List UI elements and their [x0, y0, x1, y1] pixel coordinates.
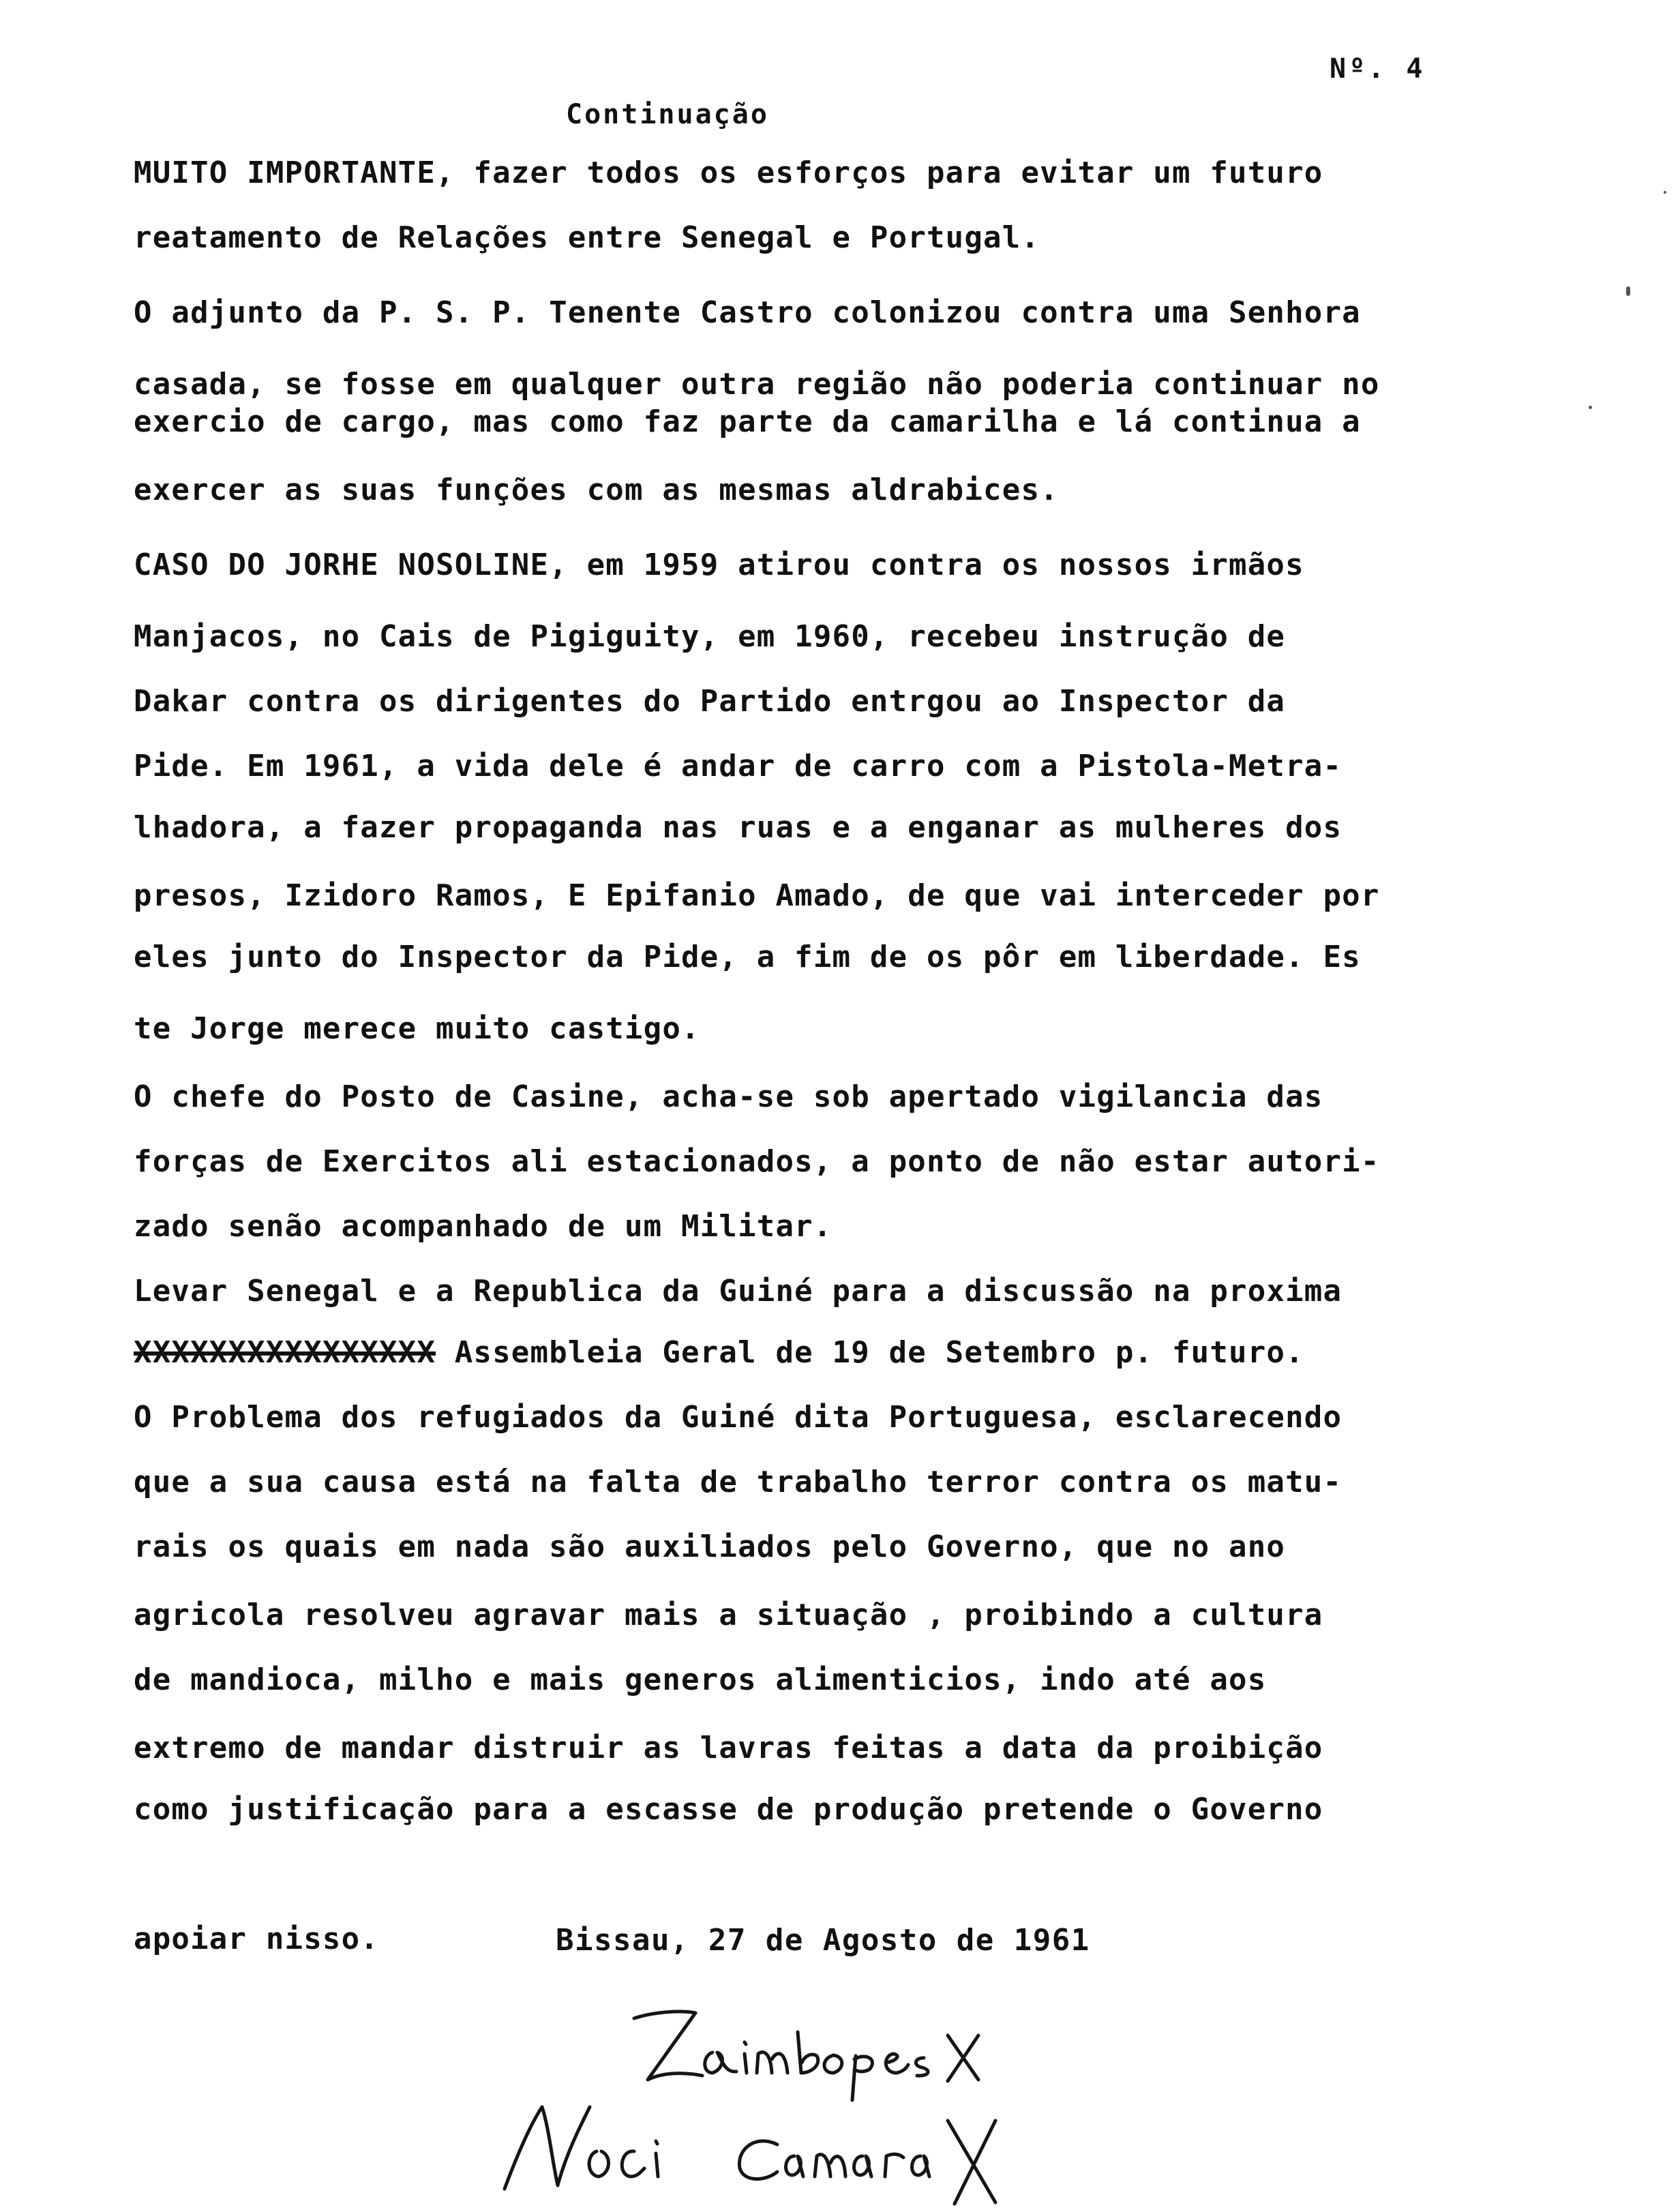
text-line: agricola resolveu agravar mais a situação , proibindo a cultura [134, 1598, 1323, 1632]
text-line: Pide. Em 1961, a vida dele é andar de carro com a Pistola-Metra- [134, 749, 1342, 783]
text-line: te Jorge merece muito castigo. [134, 1011, 700, 1046]
text-line: que a sua causa está na falta de trabalho terror contra os matu- [134, 1465, 1342, 1499]
text-line: reatamento de Relações entre Senegal e Portugal. [134, 220, 1040, 255]
paper-speck [1664, 191, 1666, 194]
text-line: Dakar contra os dirigentes do Partido entrgou ao Inspector da [134, 684, 1286, 719]
text-line: Manjacos, no Cais de Pigiguity, em 1960, recebeu instrução de [134, 619, 1286, 654]
page-number: Nº. 4 [1330, 53, 1426, 85]
paper-speck [1589, 406, 1592, 409]
struck-text: XXXXXXXXXXXXXXXX [134, 1335, 436, 1370]
signature-2-stroke [505, 2107, 995, 2204]
text-line: como justificação para a escasse de produção pretende o Governo [134, 1792, 1323, 1827]
handwritten-signatures [477, 2005, 1295, 2209]
text-line: lhadora, a fazer propaganda nas ruas e a enganar as mulheres dos [134, 810, 1342, 845]
place-date: Bissau, 27 de Agosto de 1961 [556, 1923, 1090, 1958]
text-line: eles junto do Inspector da Pide, a fim de os pôr em liberdade. Es [134, 940, 1361, 974]
text-line: de mandioca, milho e mais generos alimenticios, indo até aos [134, 1662, 1267, 1697]
text-line: zado senão acompanhado de um Militar. [134, 1209, 832, 1244]
text-line: casada, se fosse em qualquer outra região não poderia continuar no [134, 367, 1380, 402]
text-line [134, 1335, 1304, 1371]
text-fragment: Assembleia Geral de 19 de Setembro p. futuro. [436, 1335, 1304, 1370]
text-line: apoiar nisso. [134, 1922, 379, 1956]
text-line: O Problema dos refugiados da Guiné dita Portuguesa, esclarecendo [134, 1400, 1342, 1435]
signatures [477, 2005, 1295, 2209]
text-line: exercio de cargo, mas como faz parte da camarilha e lá continua a [134, 404, 1361, 439]
page-title: Continuação [566, 99, 769, 130]
signature-1-stroke [634, 2012, 978, 2100]
text-line: exercer as suas funções com as mesmas aldrabices. [134, 473, 1059, 507]
text-line: CASO DO JORHE NOSOLINE, em 1959 atirou contra os nossos irmãos [134, 548, 1304, 582]
text-line: O chefe do Posto de Casine, acha-se sob apertado vigilancia das [134, 1079, 1323, 1114]
paper-speck [1626, 286, 1630, 296]
text-line: forças de Exercitos ali estacionados, a ponto de não estar autori- [134, 1144, 1380, 1179]
text-line: MUITO IMPORTANTE, fazer todos os esforços para evitar um futuro [134, 155, 1323, 190]
text-line: rais os quais em nada são auxiliados pelo Governo, que no ano [134, 1529, 1286, 1564]
text-line: extremo de mandar distruir as lavras feitas a data da proibição [134, 1731, 1323, 1765]
text-line: presos, Izidoro Ramos, E Epifanio Amado, de que vai interceder por [134, 878, 1380, 913]
text-line: Levar Senegal e a Republica da Guiné para a discussão na proxima [134, 1274, 1342, 1309]
text-line: O adjunto da P. S. P. Tenente Castro colonizou contra uma Senhora [134, 295, 1361, 330]
